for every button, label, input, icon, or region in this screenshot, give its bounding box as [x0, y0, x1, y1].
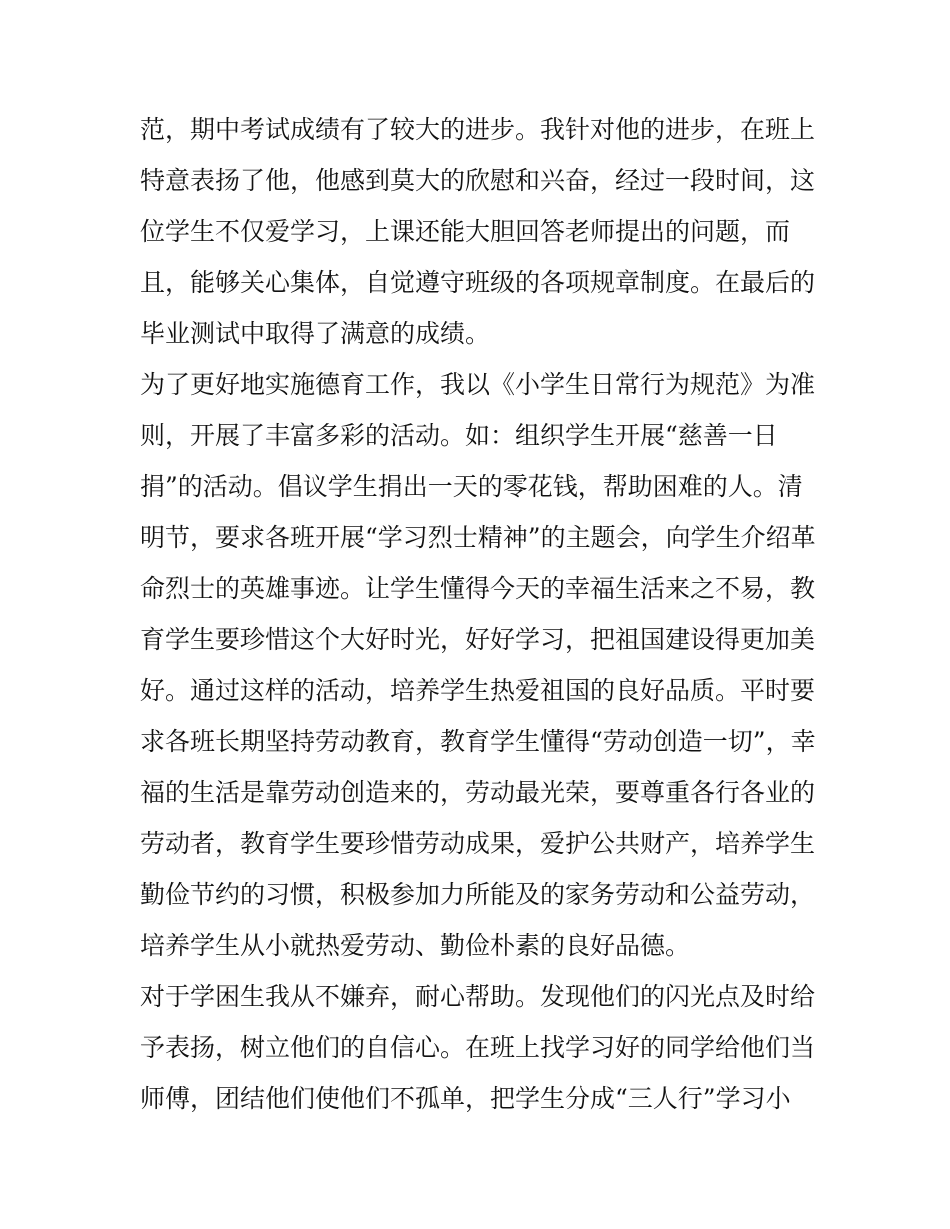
- text-line: 明节，要求各班开展“学习烈士精神”的主题会，向学生介绍革: [140, 523, 816, 552]
- text-line: 育学生要珍惜这个大好时光，好好学习，把祖国建设得更加美: [140, 625, 816, 654]
- text-line: 范，期中考试成绩有了较大的进步。我针对他的进步，在班上: [140, 115, 816, 144]
- text-line: 且，能够关心集体，自觉遵守班级的各项规章制度。在最后的: [140, 268, 816, 297]
- text-line: 捐”的活动。倡议学生捐出一天的零花钱，帮助困难的人。清: [140, 472, 803, 501]
- text-line: 培养学生从小就热爱劳动、勤俭朴素的良好品德。: [140, 931, 691, 960]
- text-line: 特意表扬了他，他感到莫大的欣慰和兴奋，经过一段时间，这: [140, 166, 816, 195]
- text-line: 为了更好地实施德育工作，我以《小学生日常行为规范》为准: [140, 370, 816, 399]
- text-line: 毕业测试中取得了满意的成绩。: [140, 319, 491, 348]
- text-line: 求各班长期坚持劳动教育，教育学生懂得“劳动创造一切”，幸: [140, 727, 816, 756]
- text-line: 予表扬，树立他们的自信心。在班上找学习好的同学给他们当: [140, 1033, 816, 1062]
- body-text: [140, 104, 820, 1124]
- text-line: 则，开展了丰富多彩的活动。如：组织学生开展“慈善一日: [140, 421, 778, 450]
- text-line: 劳动者，教育学生要珍惜劳动成果，爱护公共财产，培养学生: [140, 829, 816, 858]
- text-line: 勤俭节约的习惯，积极参加力所能及的家务劳动和公益劳动，: [140, 880, 816, 909]
- text-line: 好。通过这样的活动，培养学生热爱祖国的良好品质。平时要: [140, 676, 816, 705]
- text-line: 对于学困生我从不嫌弃，耐心帮助。发现他们的闪光点及时给: [140, 982, 816, 1011]
- text-line: 师傅，团结他们使他们不孤单，把学生分成“三人行”学习小: [140, 1084, 791, 1113]
- text-line: 福的生活是靠劳动创造来的，劳动最光荣，要尊重各行各业的: [140, 778, 816, 807]
- text-line: 命烈士的英雄事迹。让学生懂得今天的幸福生活来之不易，教: [140, 574, 816, 603]
- text-line: 位学生不仅爱学习，上课还能大胆回答老师提出的问题，而: [140, 217, 791, 246]
